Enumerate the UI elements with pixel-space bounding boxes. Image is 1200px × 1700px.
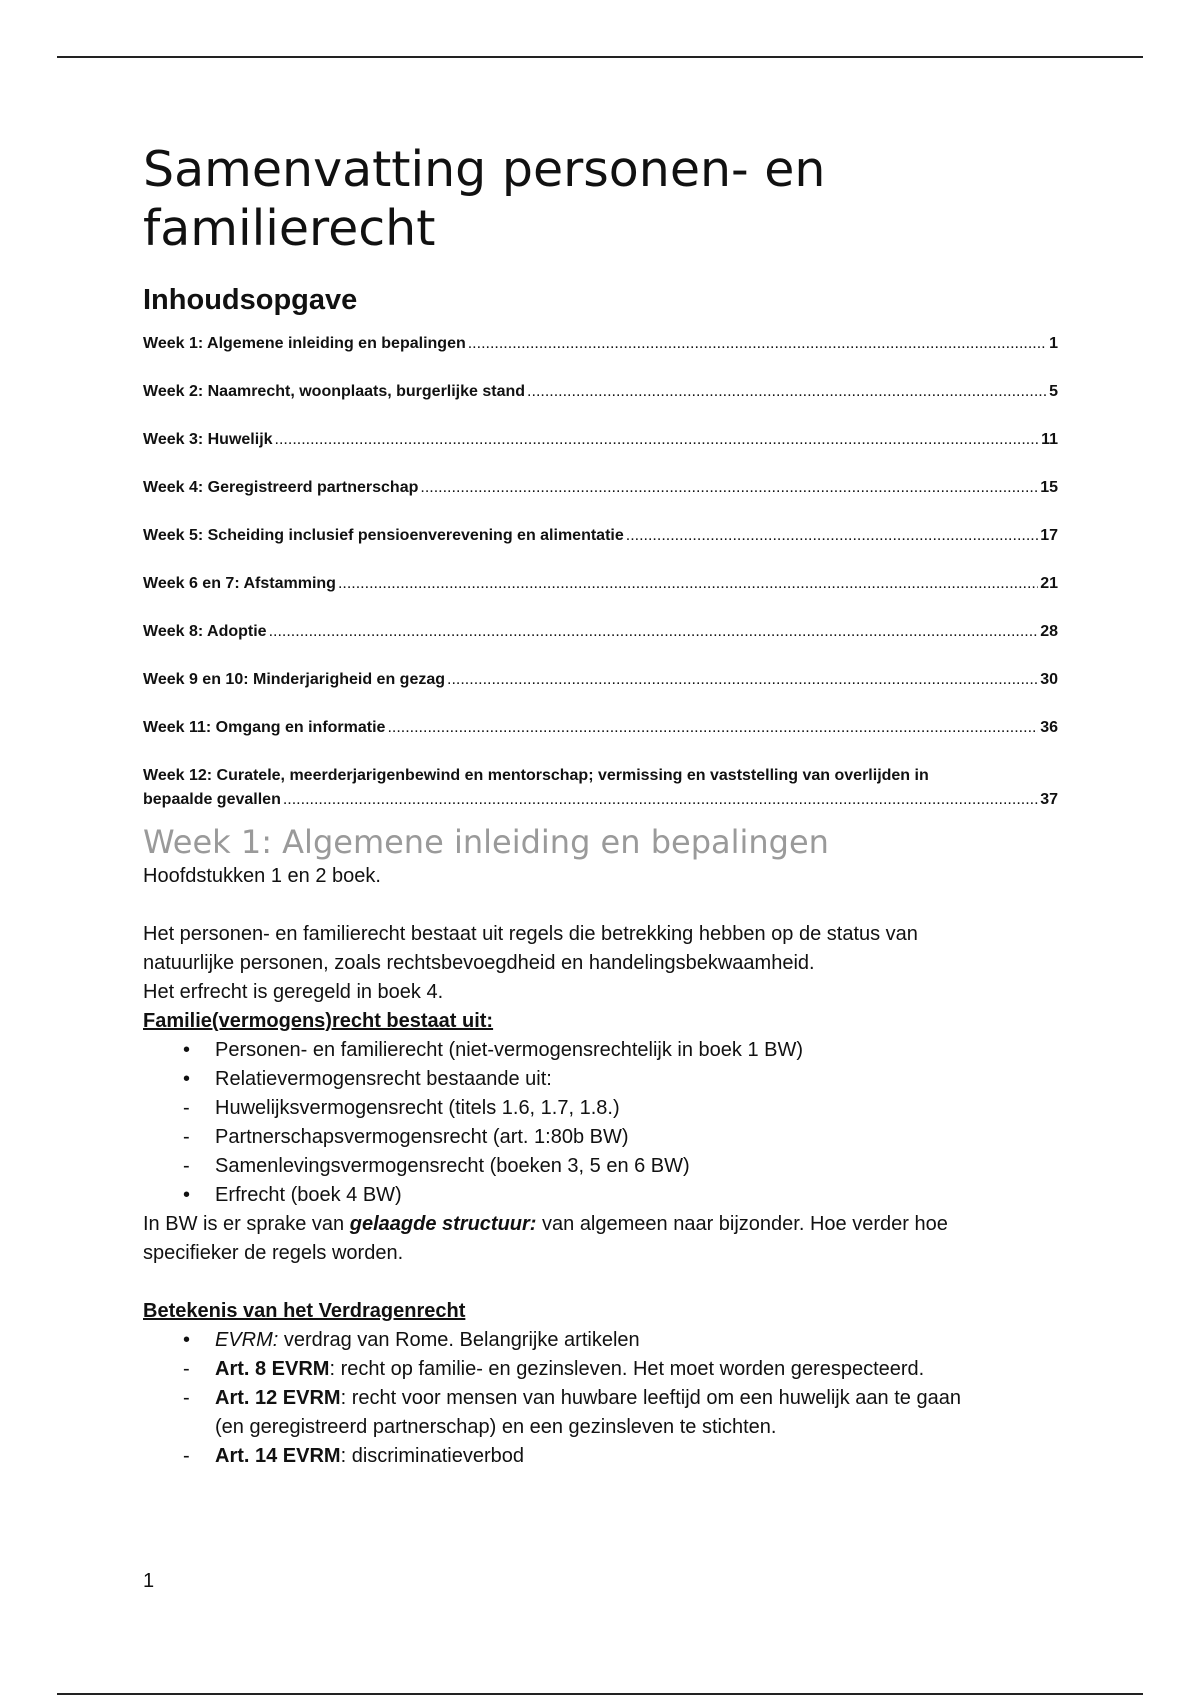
toc-entry[interactable]	[143, 380, 1058, 404]
toc-entry-label: Week 12: Curatele, meerderjarigenbewind en mentorschap; vermissing en vaststelling van overlijden in	[143, 767, 929, 784]
toc-entry-page: 15	[1040, 479, 1058, 496]
toc-leader	[269, 620, 1039, 644]
document-page	[143, 140, 1058, 1471]
toc-entry-page: 30	[1040, 671, 1058, 688]
subheading-familierecht: Familie(vermogens)recht bestaat uit:	[143, 1010, 494, 1032]
verdragenrecht-list	[143, 1326, 1058, 1471]
list-item-text: : recht voor mensen van huwbare leeftijd om een huwelijk aan te gaan	[340, 1387, 961, 1409]
toc-entry-label: Week 11: Omgang en informatie	[143, 719, 386, 736]
header-rule	[57, 56, 1143, 58]
list-item-text: Huwelijksvermogensrecht (titels 1.6, 1.7, 1.8.)	[215, 1097, 620, 1119]
list-item	[143, 1094, 1058, 1123]
list-item	[143, 1036, 1058, 1065]
toc-entry[interactable]	[143, 332, 1058, 356]
toc-entry-label: Week 9 en 10: Minderjarigheid en gezag	[143, 671, 446, 688]
paragraph-text: van algemeen naar bijzonder. Hoe verder hoe	[536, 1213, 948, 1235]
list-item-text: Partnerschapsvermogensrecht (art. 1:80b BW)	[215, 1126, 629, 1148]
dash-marker: -	[183, 1097, 190, 1119]
toc-entry[interactable]	[143, 524, 1058, 548]
paragraph-line: specifieker de regels worden.	[143, 1242, 404, 1264]
toc-entry-page: 28	[1040, 623, 1058, 640]
dash-marker: -	[183, 1445, 190, 1467]
toc-entry[interactable]	[143, 668, 1058, 692]
toc-leader	[338, 572, 1038, 596]
toc-leader	[420, 476, 1038, 500]
toc-leader	[283, 788, 1038, 812]
bullet-marker: •	[183, 1329, 191, 1351]
list-item	[143, 1181, 1058, 1210]
intro-text: Hoofdstukken 1 en 2 boek.	[143, 865, 381, 887]
toc-entry-label-cont: bepaalde gevallen	[143, 791, 281, 808]
toc-entry[interactable]	[143, 716, 1058, 740]
list-item-text: : recht op familie- en gezinsleven. Het moet worden gerespecteerd.	[329, 1358, 925, 1380]
list-item	[143, 1355, 1058, 1384]
list-item-strong: Art. 8 EVRM	[215, 1358, 330, 1380]
paragraph-line: natuurlijke personen, zoals rechtsbevoegdheid en handelingsbekwaamheid.	[143, 952, 815, 974]
toc-entry[interactable]	[143, 572, 1058, 596]
dash-marker: -	[183, 1155, 190, 1177]
toc-entry-label: Week 1: Algemene inleiding en bepalingen	[143, 335, 466, 352]
bullet-marker: •	[183, 1039, 191, 1061]
dash-marker: -	[183, 1126, 190, 1148]
toc-entry[interactable]	[143, 764, 1058, 812]
toc-leader	[527, 380, 1047, 404]
toc-entry-page: 11	[1041, 431, 1058, 448]
list-item-text: Relatievermogensrecht bestaande uit:	[215, 1068, 552, 1090]
toc-entry-label: Week 3: Huwelijk	[143, 431, 273, 448]
toc-entry-label: Week 4: Geregistreerd partnerschap	[143, 479, 419, 496]
toc-leader	[387, 716, 1038, 740]
toc-entry-page: 37	[1040, 791, 1058, 808]
dash-marker: -	[183, 1387, 190, 1409]
list-item	[143, 1384, 1058, 1442]
toc-entry[interactable]	[143, 620, 1058, 644]
section-body	[143, 862, 1058, 1471]
emphasis-text: gelaagde structuur:	[349, 1213, 537, 1235]
dash-marker: -	[183, 1358, 190, 1380]
list-item-text-cont: (en geregistreerd partnerschap) en een gezinsleven te stichten.	[215, 1416, 777, 1438]
list-item-text: Personen- en familierecht (niet-vermogensrechtelijk in boek 1 BW)	[215, 1039, 804, 1061]
table-of-contents	[143, 332, 1058, 812]
list-item-text: : discriminatieverbod	[340, 1445, 525, 1467]
toc-leader	[468, 332, 1047, 356]
list-item	[143, 1152, 1058, 1181]
list-item	[143, 1065, 1058, 1094]
list-item	[143, 1123, 1058, 1152]
list-item	[143, 1326, 1058, 1355]
familierecht-list	[143, 1036, 1058, 1210]
paragraph-line: Het personen- en familierecht bestaat uit regels die betrekking hebben op de status van	[143, 923, 918, 945]
toc-entry-label: Week 6 en 7: Afstamming	[143, 575, 336, 592]
list-item-text: Erfrecht (boek 4 BW)	[215, 1184, 402, 1206]
toc-entry-page: 1	[1049, 335, 1058, 352]
list-item-emphasis: EVRM:	[215, 1329, 279, 1351]
subheading-verdragenrecht: Betekenis van het Verdragenrecht	[143, 1300, 466, 1322]
toc-entry-page: 5	[1049, 383, 1058, 400]
toc-entry-label: Week 5: Scheiding inclusief pensioenverevening en alimentatie	[143, 527, 624, 544]
toc-leader	[626, 524, 1038, 548]
toc-entry-page: 21	[1040, 575, 1058, 592]
toc-entry-label: Week 2: Naamrecht, woonplaats, burgerlijke stand	[143, 383, 526, 400]
toc-leader	[447, 668, 1038, 692]
document-title: Samenvatting personen- en familierecht	[143, 141, 826, 257]
bullet-marker: •	[183, 1068, 191, 1090]
toc-entry-page: 17	[1040, 527, 1058, 544]
toc-entry[interactable]	[143, 428, 1058, 452]
paragraph: Het erfrecht is geregeld in boek 4.	[143, 981, 444, 1003]
paragraph	[143, 1210, 1058, 1239]
list-item-strong: Art. 12 EVRM	[215, 1387, 341, 1409]
toc-entry-label: Week 8: Adoptie	[143, 623, 267, 640]
bullet-marker: •	[183, 1184, 191, 1206]
toc-entry[interactable]	[143, 476, 1058, 500]
list-item	[143, 1442, 1058, 1471]
paragraph-text: In BW is er sprake van	[143, 1213, 350, 1235]
toc-leader	[275, 428, 1040, 452]
footer-rule	[57, 1693, 1143, 1695]
list-item-text: verdrag van Rome. Belangrijke artikelen	[278, 1329, 640, 1351]
page-number: 1	[143, 1570, 155, 1592]
toc-heading: Inhoudsopgave	[143, 284, 358, 316]
toc-entry-page: 36	[1040, 719, 1058, 736]
section-heading: Week 1: Algemene inleiding en bepalingen	[143, 823, 829, 861]
list-item-strong: Art. 14 EVRM	[215, 1445, 341, 1467]
list-item-text: Samenlevingsvermogensrecht (boeken 3, 5 en 6 BW)	[215, 1155, 690, 1177]
